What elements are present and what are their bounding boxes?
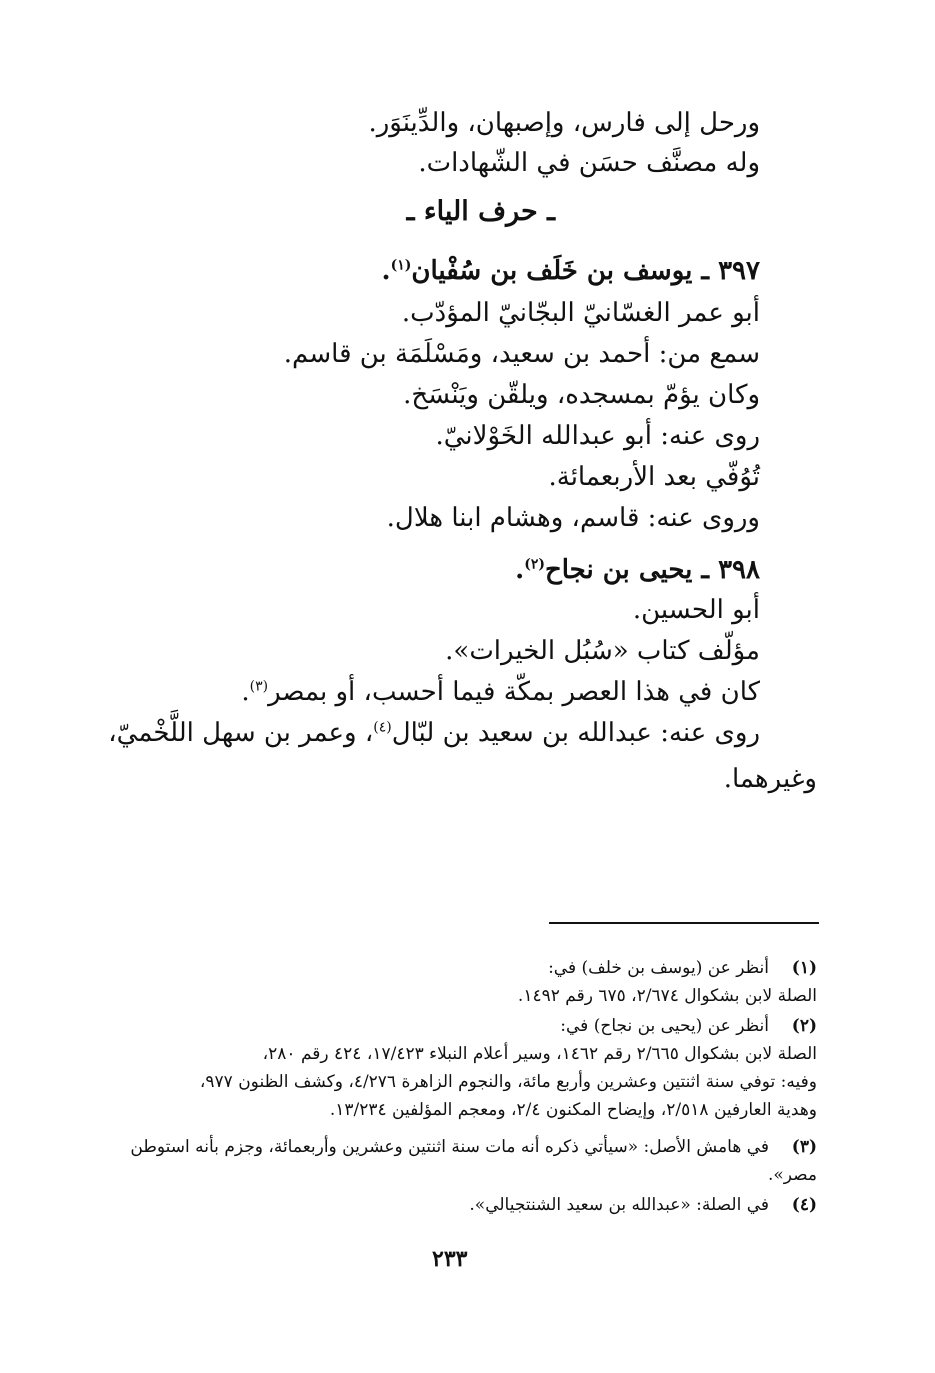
body-line-text: روى عنه: عبدالله بن سعيد بن لبّال <box>391 718 760 748</box>
footnote-ref: (١) <box>390 257 412 274</box>
footnote-line: أنظر عن (يحيى بن نجاح) في: <box>560 1016 769 1036</box>
body-line-end: . <box>241 677 250 707</box>
entry-heading-end: . <box>381 256 391 286</box>
section-title: ـ حرف الياء ـ <box>406 196 555 227</box>
body-line: أبو عمر الغسّانيّ البجّانيّ المؤدّب. <box>401 298 760 328</box>
footnote-line: مصر». <box>767 1165 817 1185</box>
footnote-number: (٣) <box>791 1137 817 1157</box>
body-line: أبو الحسين. <box>632 595 760 625</box>
footnote-line: الصلة لابن بشكوال ٢/٦٦٥ رقم ١٤٦٢، وسير أعلام النبلاء ١٧/٤٢٣، ٤٢٤ رقم ٢٨٠، <box>262 1044 817 1064</box>
body-line: روى عنه: أبو عبدالله الخَوْلانيّ. <box>435 421 760 451</box>
body-line: وكان يؤمّ بمسجده، ويلقّن ويَنْسَخ. <box>403 380 760 410</box>
entry-heading <box>515 553 760 587</box>
footnote-line: وفيه: توفي سنة اثنتين وعشرين وأربع مائة، والنجوم الزاهرة ٤/٢٧٦، وكشف الظنون ٩٧٧، <box>199 1072 817 1092</box>
body-line: سمع من: أحمد بن سعيد، ومَسْلَمَة بن قاسم. <box>283 339 760 369</box>
footnote-line: في الصلة: «عبدالله بن سعيد الشنتجيالي». <box>469 1195 769 1215</box>
body-line: مؤلّف كتاب «سُبُل الخيرات». <box>445 636 760 666</box>
entry-heading-end: . <box>515 555 525 585</box>
footnote <box>97 955 817 1007</box>
footnote-line: في هامش الأصل: «سيأتي ذكره أنه مات سنة اثنتين وعشرين وأربعمائة، وجزم بأنه استوطن <box>130 1137 769 1157</box>
entry-heading-text: ٣٩٧ ـ يوسف بن خَلَف بن سُفْيان <box>411 256 760 286</box>
footnote-ref: (٣) <box>249 678 269 695</box>
entry-heading-text: ٣٩٨ ـ يحيى بن نجاح <box>544 555 760 585</box>
body-line: وله مصنَّف حسَن في الشّهادات. <box>418 148 760 178</box>
footnote-line: أنظر عن (يوسف بن خلف) في: <box>548 958 769 978</box>
footnote-number: (٤) <box>791 1195 817 1215</box>
page-number: ٢٣٣ <box>432 1246 468 1272</box>
body-line: تُوُفّي بعد الأربعمائة. <box>548 462 760 492</box>
body-line: ورحل إلى فارس، وإصبهان، والدِّينَوَر. <box>368 108 760 138</box>
entry-heading <box>382 254 761 288</box>
body-line-text: ، وعمر بن سهل اللَّخْميّ، <box>108 718 374 748</box>
footnote-ref: (٢) <box>524 556 545 573</box>
footnote-number: (٢) <box>791 1016 817 1036</box>
footnote-number: (١) <box>791 958 817 978</box>
body-line: وغيرهما. <box>723 764 817 794</box>
body-line <box>241 675 760 709</box>
footnote-ref: (٤) <box>373 719 392 736</box>
footnote <box>97 1013 817 1128</box>
footnote <box>97 1134 817 1190</box>
footnote-line: وهدية العارفين ٢/٥١٨، وإيضاح المكنون ٢/٤، ومعجم المؤلفين ١٣/٢٣٤. <box>329 1100 817 1120</box>
footnote-separator <box>549 922 819 924</box>
body-line <box>108 716 760 750</box>
body-line-text: كان في هذا العصر بمكّة فيما أحسب، أو بمصر <box>268 677 760 707</box>
footnote-line: الصلة لابن بشكوال ٢/٦٧٤، ٦٧٥ رقم ١٤٩٢. <box>517 986 817 1006</box>
footnote <box>97 1192 817 1220</box>
body-line: وروى عنه: قاسم، وهشام ابنا هلال. <box>386 503 760 533</box>
